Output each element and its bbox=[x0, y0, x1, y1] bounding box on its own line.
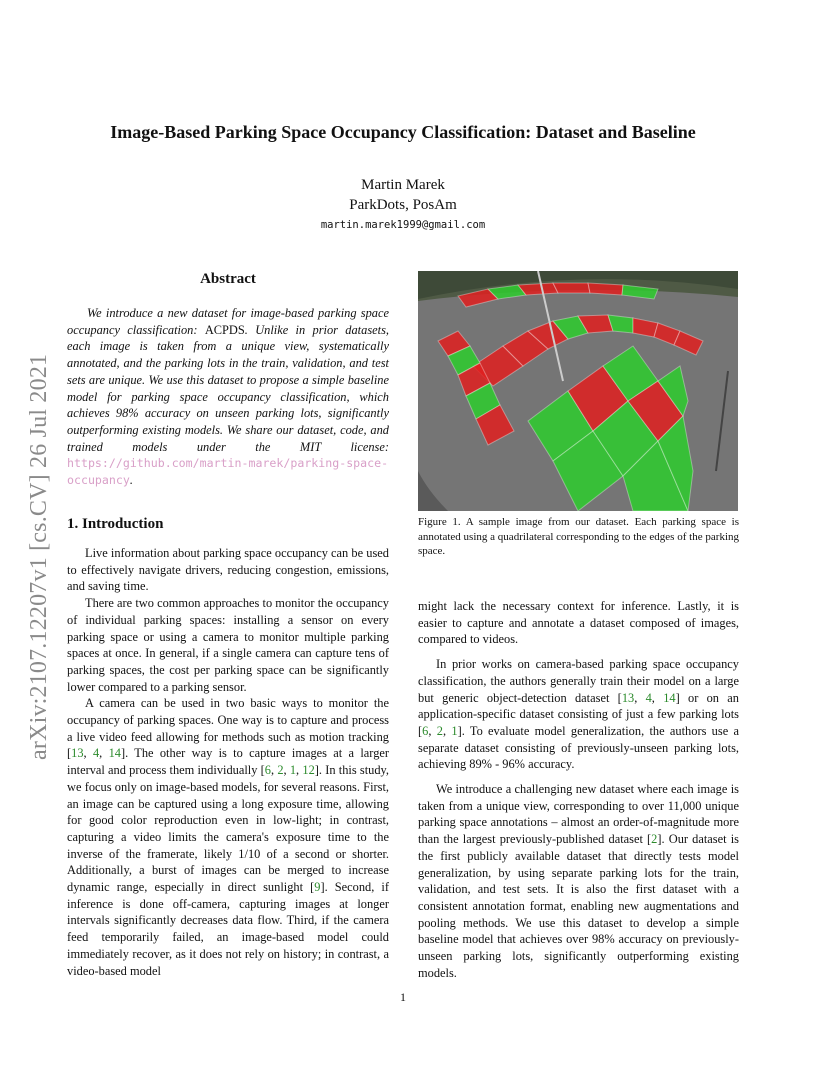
citation-link[interactable]: 13 bbox=[621, 690, 635, 705]
citation-link[interactable]: 12 bbox=[302, 763, 315, 778]
citation-link[interactable]: 14 bbox=[108, 746, 121, 761]
citation-link[interactable]: 6 bbox=[422, 723, 429, 738]
citation-link[interactable]: 1 bbox=[451, 723, 458, 738]
citation-link[interactable]: 6 bbox=[264, 763, 271, 778]
citation-link[interactable]: 2 bbox=[651, 832, 658, 847]
citation-link[interactable]: 4 bbox=[645, 690, 652, 705]
right-column-body bbox=[418, 598, 739, 981]
citation-link[interactable]: 2 bbox=[277, 763, 284, 778]
paper-title: Image-Based Parking Space Occupancy Classification: Dataset and Baseline bbox=[110, 122, 696, 142]
author-name: Martin Marek bbox=[361, 177, 445, 193]
intro-p3-text: ]. In this study, we focus only on image-based models, for several reasons. First, an image can be captured using a long exposure time, allowing for good color reproduction even in low-light; in contrast, capturing a video limits the camera's exposure time to the inverse of the framerate, likely 1/10 of a second or shorter. Additionally, a burst of images can be merged to increase dynamic range, especially in direct sunlight [ bbox=[67, 763, 390, 895]
page-number: 1 bbox=[400, 990, 406, 1004]
citation-link[interactable]: 1 bbox=[289, 763, 297, 778]
citation-link[interactable]: 4 bbox=[92, 746, 100, 761]
abstract-end: . bbox=[129, 473, 133, 488]
right-paragraph-1: might lack the necessary context for inference. Lastly, it is easier to capture and annotate a dataset composed of images, compared to videos. bbox=[418, 599, 739, 647]
parking-space-annotation bbox=[553, 283, 590, 293]
citation-link[interactable]: 2 bbox=[436, 723, 443, 738]
figure-caption: Figure 1. A sample image from our dataset. Each parking space is annotated using a quadrilateral corresponding to the edges of the parking space. bbox=[418, 516, 739, 557]
right-p2-text: ]. To evaluate model generalization, the authors use a separate dataset consisting of previously-unseen parking lots, achieving 89% - 96% accuracy. bbox=[418, 723, 740, 772]
parking-space-annotation bbox=[518, 283, 558, 295]
citation-link[interactable]: 13 bbox=[71, 746, 84, 761]
introduction-heading: 1. Introduction bbox=[67, 516, 164, 532]
arxiv-stamp: arXiv:2107.12207v1 [cs.CV] 26 Jul 2021 bbox=[26, 353, 52, 760]
github-link[interactable]: https://github.com/martin-marek/parking-space-occupancy bbox=[67, 456, 389, 488]
abstract-acronym: ACPDS bbox=[204, 322, 245, 337]
abstract-body bbox=[67, 305, 389, 489]
intro-paragraph-1: Live information about parking space occupancy can be used to effectively navigate drivers, reducing congestion, emissions, and saving time. bbox=[67, 546, 389, 594]
abstract-text-b: . Unlike in prior datasets, each image is taken from a unique view, systematically annotated, and the parking lots in the train, validation, and test sets are unique. We use this dataset to propose a simple baseline model for parking space occupancy classification, which achieves 98% accuracy on unseen parking lots, significantly outperforming existing models. We share our dataset, code, and trained models under the MIT license: bbox=[67, 322, 389, 454]
intro-paragraph-3: A camera can be used in two basic ways to monitor the occupancy of parking spaces. One way is to capture and process a live video feed allowing for methods such as motion tracking [13, 4, 14]. The other way is to capture images at a larger interval and process them individually [6, 2, 1, 12]. In this study, we focus only on image-based models, for several reasons. First, an image can be captured using a long exposure time, allowing for good color reproduction even in low-light; in contrast, capturing a video limits the camera's exposure time to the inverse of the framerate, likely 1/10 of a second or shorter. Additionally, a burst of images can be merged to increase dynamic range, especially in direct sunlight [9]. Second, if inference is done off-camera, capturing images at longer intervals significantly decreases data flow. Third, if the camera feed temporarily failed, an image-based model could immediately recover, as it does not rely on history; in contrast, a video-based model bbox=[67, 696, 390, 978]
right-paragraph-2: In prior works on camera-based parking space occupancy classification, the authors generally train their model on a large but generic object-detection dataset [13, 4, 14] or on an application-specific dataset consisting of just a few parking lots [6, 2, 1]. To evaluate model generalization, the authors use a separate dataset consisting of previously-unseen parking lots, achieving 89% - 96% accuracy. bbox=[418, 657, 740, 772]
right-p2-text: In prior works on camera-based parking space occupancy classification, the authors generally train their model on a large but generic object-detection dataset [ bbox=[418, 657, 739, 705]
right-p2-text: ] or on an application-specific dataset consisting of just a few parking lots [ bbox=[418, 690, 739, 738]
parking-lot-illustration bbox=[418, 271, 738, 511]
intro-p3-text: ]. Second, if inference is done off-camera, capturing images at longer intervals significantly decreases data flow. Third, if the camera feed temporarily failed, an image-based model could immediately recover, as it does not rely on history; in contrast, a video-based model bbox=[67, 880, 389, 978]
citation-link[interactable]: 9 bbox=[314, 880, 321, 895]
citation-link[interactable]: 14 bbox=[663, 690, 676, 705]
parking-space-annotation bbox=[588, 283, 623, 295]
author-affiliation: ParkDots, PosAm bbox=[349, 197, 457, 213]
right-p3-text: We introduce a challenging new dataset where each image is taken from a unique view, corresponding to over 11,000 unique parking space annotations – almost an order-of-magnitude more than the largest previously-published dataset [ bbox=[418, 782, 739, 847]
author-email: martin.marek1999@gmail.com bbox=[320, 219, 486, 231]
intro-p3-text: A camera can be used in two basic ways to monitor the occupancy of parking spaces. One way is to capture and process a live video feed allowing for methods such as motion tracking [ bbox=[67, 696, 389, 761]
right-p3-text: ]. Our dataset is the first publicly available dataset that directly tests model generalization, by using separate parking lots for the train, validation, and test sets. It is also the first dataset with a consistent annotation format, enabling new augmentations and pooling methods. We use this dataset to develop a simple baseline model that achieves over 98% accuracy on previously-unseen parking lots, significantly outperforming existing models. bbox=[418, 832, 739, 980]
figure-parking-lot-image bbox=[418, 271, 738, 511]
introduction-body bbox=[67, 545, 389, 979]
intro-paragraph-2: There are two common approaches to monitor the occupancy of individual parking spaces: installing a sensor on every parking space or using a camera to monitor multiple parking spaces at once. In general, if a single camera can capture tens of parking spaces, the cost per parking space can be significantly lower compared to a parking sensor. bbox=[67, 596, 389, 694]
intro-p3-text: ]. The other way is to capture images at a larger interval and process them individually [ bbox=[67, 746, 390, 778]
right-paragraph-3 bbox=[418, 781, 739, 981]
abstract-text-a: We introduce a new dataset for image-based parking space occupancy classification: bbox=[67, 306, 389, 337]
abstract-heading: Abstract bbox=[200, 271, 256, 287]
